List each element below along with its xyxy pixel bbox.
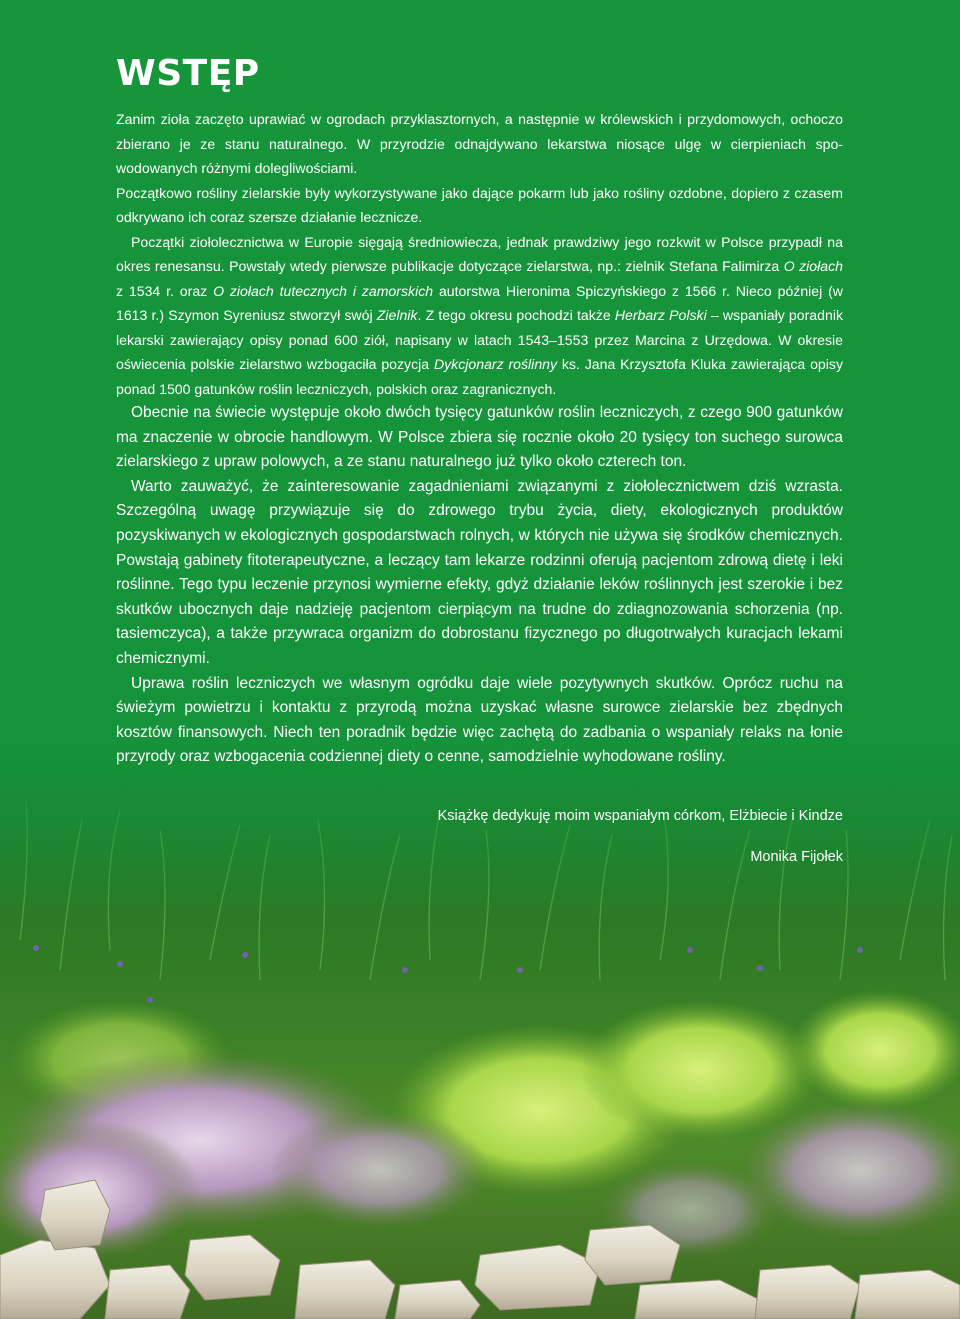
paragraph: [116, 672, 843, 770]
author-signature: Monika Fijołek: [750, 849, 843, 865]
body-text: [116, 107, 843, 770]
text-run: z 1534 r. oraz: [116, 282, 214, 299]
paragraph: [116, 475, 843, 672]
text-run: Uprawa roślin leczniczych we własnym ogródku daje wiele pozytywnych skutków. Oprócz ruchu na świeżym powietrzu i kontaktu z przyrodą można uzyskać własne surowce zielarskie bez zbędnych kosztów finansowych. Niech ten poradnik będzie więc zachętą do zadbania o wspaniały relaks na łonie przyrody oraz wzbogacenia codziennej diety o cenne, samodzielnie wyhodowane rośliny.: [116, 674, 843, 766]
text-run: – wspaniały poradnik lekarski zawierający opisy ponad 600 ziół, napisany w latach 1543–1553 przez Marcina z Urzędowa. W okresie oświecenia polskie zielarstwo wzbogaciła pozycja: [116, 307, 843, 372]
title-reference: Dykcjonarz roślinny: [433, 356, 558, 372]
text-run: ks. Jana Krzysztofa Kluka zawierająca opisy ponad 1500 gatunków roślin leczniczych, polskich oraz zagranicznych.: [116, 356, 843, 397]
title-reference: O ziołach tutecznych i zamorskich: [213, 282, 434, 299]
paragraph: [116, 181, 843, 230]
text-run: . Z tego okresu pochodzi także: [417, 307, 615, 323]
paragraph: [116, 107, 843, 181]
paragraph: [116, 401, 843, 475]
text-run: Początki ziołolecznictwa w Europie sięgają średniowiecza, jednak prawdziwy jego rozkwit w Polsce przypadł na okres renesansu. Powstały wtedy pierwsze publikacje dotyczące zielarstwa, np.: zielnik Stefana Falimirza: [116, 233, 843, 274]
garden-photo: [0, 740, 960, 1319]
paragraph: [116, 230, 843, 402]
text-run: Zanim zioła zaczęto uprawiać w ogrodach przyklasztornych, a następnie w królewskich i przydomowych, ochoczo zbierano je ze stanu naturalnego. W przyrodzie odnajdywano lekarstwa niosące ulgę w cierpieniach spowodowanych różnymi dolegliwościami.: [116, 111, 843, 176]
text-run: Obecnie na świecie występuje około dwóch tysięcy gatunków roślin leczniczych, z czego 900 gatunków ma znaczenie w obrocie handlowym. W Polsce zbiera się rocznie około 20 tysięcy ton suchego surowca zielarskiego z upraw polowych, a ze stanu naturalnego już tylko około czterech ton.: [116, 404, 843, 471]
text-run: Warto zauważyć, że zainteresowanie zagadnieniami związanymi z ziołolecznictwem dziś wzrasta. Szczególną uwagę przywiązuje się do zdrowego trybu życia, diety, ekologicznych produktów pozyskiwanych w ekologicznych gospodarstwach rolnych, w których nie używa się środków chemicznych. Powstają gabinety fitoterapeutyczne, a leczący tam lekarze rodzinni oferują pacjentom zdrową dietę i leki roślinne. Tego typu leczenie przynosi wymierne efekty, gdyż działanie leków roślinnych jest szerokie i bez skutków ubocznych daje nadzieję pacjentom cierpiącym na trudne do zdiagnozowania schorzenia (np. tasiemczyca), a także przywraca organizm do dobrostanu fizycznego po długotrwałych kuracjach lekami chemicznymi.: [116, 477, 843, 667]
page-title: WSTĘP: [116, 53, 260, 94]
title-reference: Herbarz Polski: [614, 307, 707, 323]
text-run: autorstwa Hieronima Spiczyńskiego z 1566 r. Nieco później (w 1613 r.) Szymon Syreniusz stworzył swój: [116, 282, 843, 323]
title-reference: Zielnik: [376, 307, 418, 323]
text-run: Początkowo rośliny zielarskie były wykorzystywane jako dające pokarm lub jako rośliny ozdobne, dopiero z czasem odkrywano ich coraz szersze działanie lecznicze.: [116, 184, 843, 225]
title-reference: O ziołach: [783, 258, 843, 274]
dedication: Książkę dedykuję moim wspaniałym córkom, Elżbiecie i Kindze: [437, 808, 843, 824]
